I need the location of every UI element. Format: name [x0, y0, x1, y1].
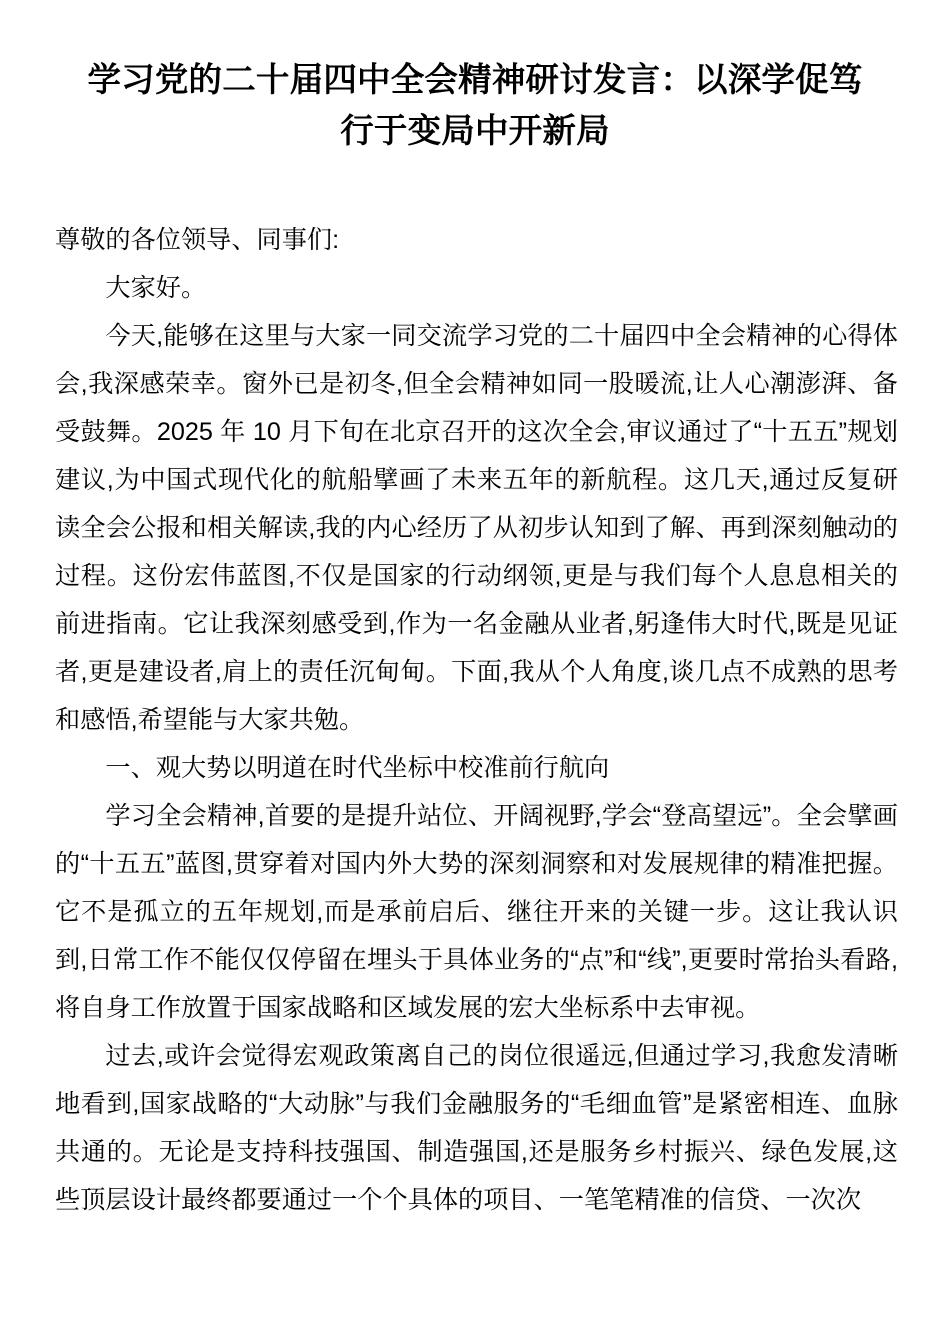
- document-title-line-2: 行于变局中开新局: [340, 113, 610, 150]
- body-paragraph-1: 今天,能够在这里与大家一同交流学习党的二十届四中全会精神的心得体会,我深感荣幸。窗外已是初冬,但全会精神如同一股暖流,让人心潮澎湃、备受鼓舞。2025 年 10 月下旬在北京召开的这次全会,审议通过了“十五五”规划建议,为中国式现代化的航船擘画了未来五年的新航程。这几天,通过反复研读全会公报和相关解读,我的内心经历了从初步认知到了解、再到深刻触动的过程。这份宏伟蓝图,不仅是国家的行动纲领,更是与我们每个人息息相关的前进指南。它让我深刻感受到,作为一名金融从业者,躬逢伟大时代,既是见证者,更是建设者,肩上的责任沉甸甸。下面,我从个人角度,谈几点不成熟的思考和感悟,希望能与大家共勉。: [55, 322, 898, 734]
- document-title: [60, 55, 890, 157]
- document-title-line-1: 学习党的二十届四中全会精神研讨发言：以深学促笃: [87, 62, 863, 99]
- section-1-paragraph-1: 学习全会精神,首要的是提升站位、开阔视野,学会“登高望远”。全会擘画的“十五五”蓝图,贯穿着对国内外大势的深刻洞察和对发展规律的精准把握。它不是孤立的五年规划,而是承前启后、继往开来的关键一步。这让我认识到,日常工作不能仅仅停留在埋头于具体业务的“点”和“线”,更要时常抬头看路,将自身工作放置于国家战略和区域发展的宏大坐标系中去审视。: [55, 802, 898, 1022]
- section-heading-1: 一、观大势以明道在时代坐标中校准前行航向: [105, 754, 610, 782]
- document-body: [55, 216, 898, 1224]
- greeting-paragraph: 大家好。: [105, 274, 207, 302]
- section-1-paragraph-2: 过去,或许会觉得宏观政策离自己的岗位很遥远,但通过学习,我愈发清晰地看到,国家战略的“大动脉”与我们金融服务的“毛细血管”是紧密相连、血脉共通的。无论是支持科技强国、制造强国,还是服务乡村振兴、绿色发展,这些顶层设计最终都要通过一个个具体的项目、一笔笔精准的信贷、一次次: [55, 1042, 898, 1214]
- salutation-paragraph: 尊敬的各位领导、同事们:: [55, 226, 340, 254]
